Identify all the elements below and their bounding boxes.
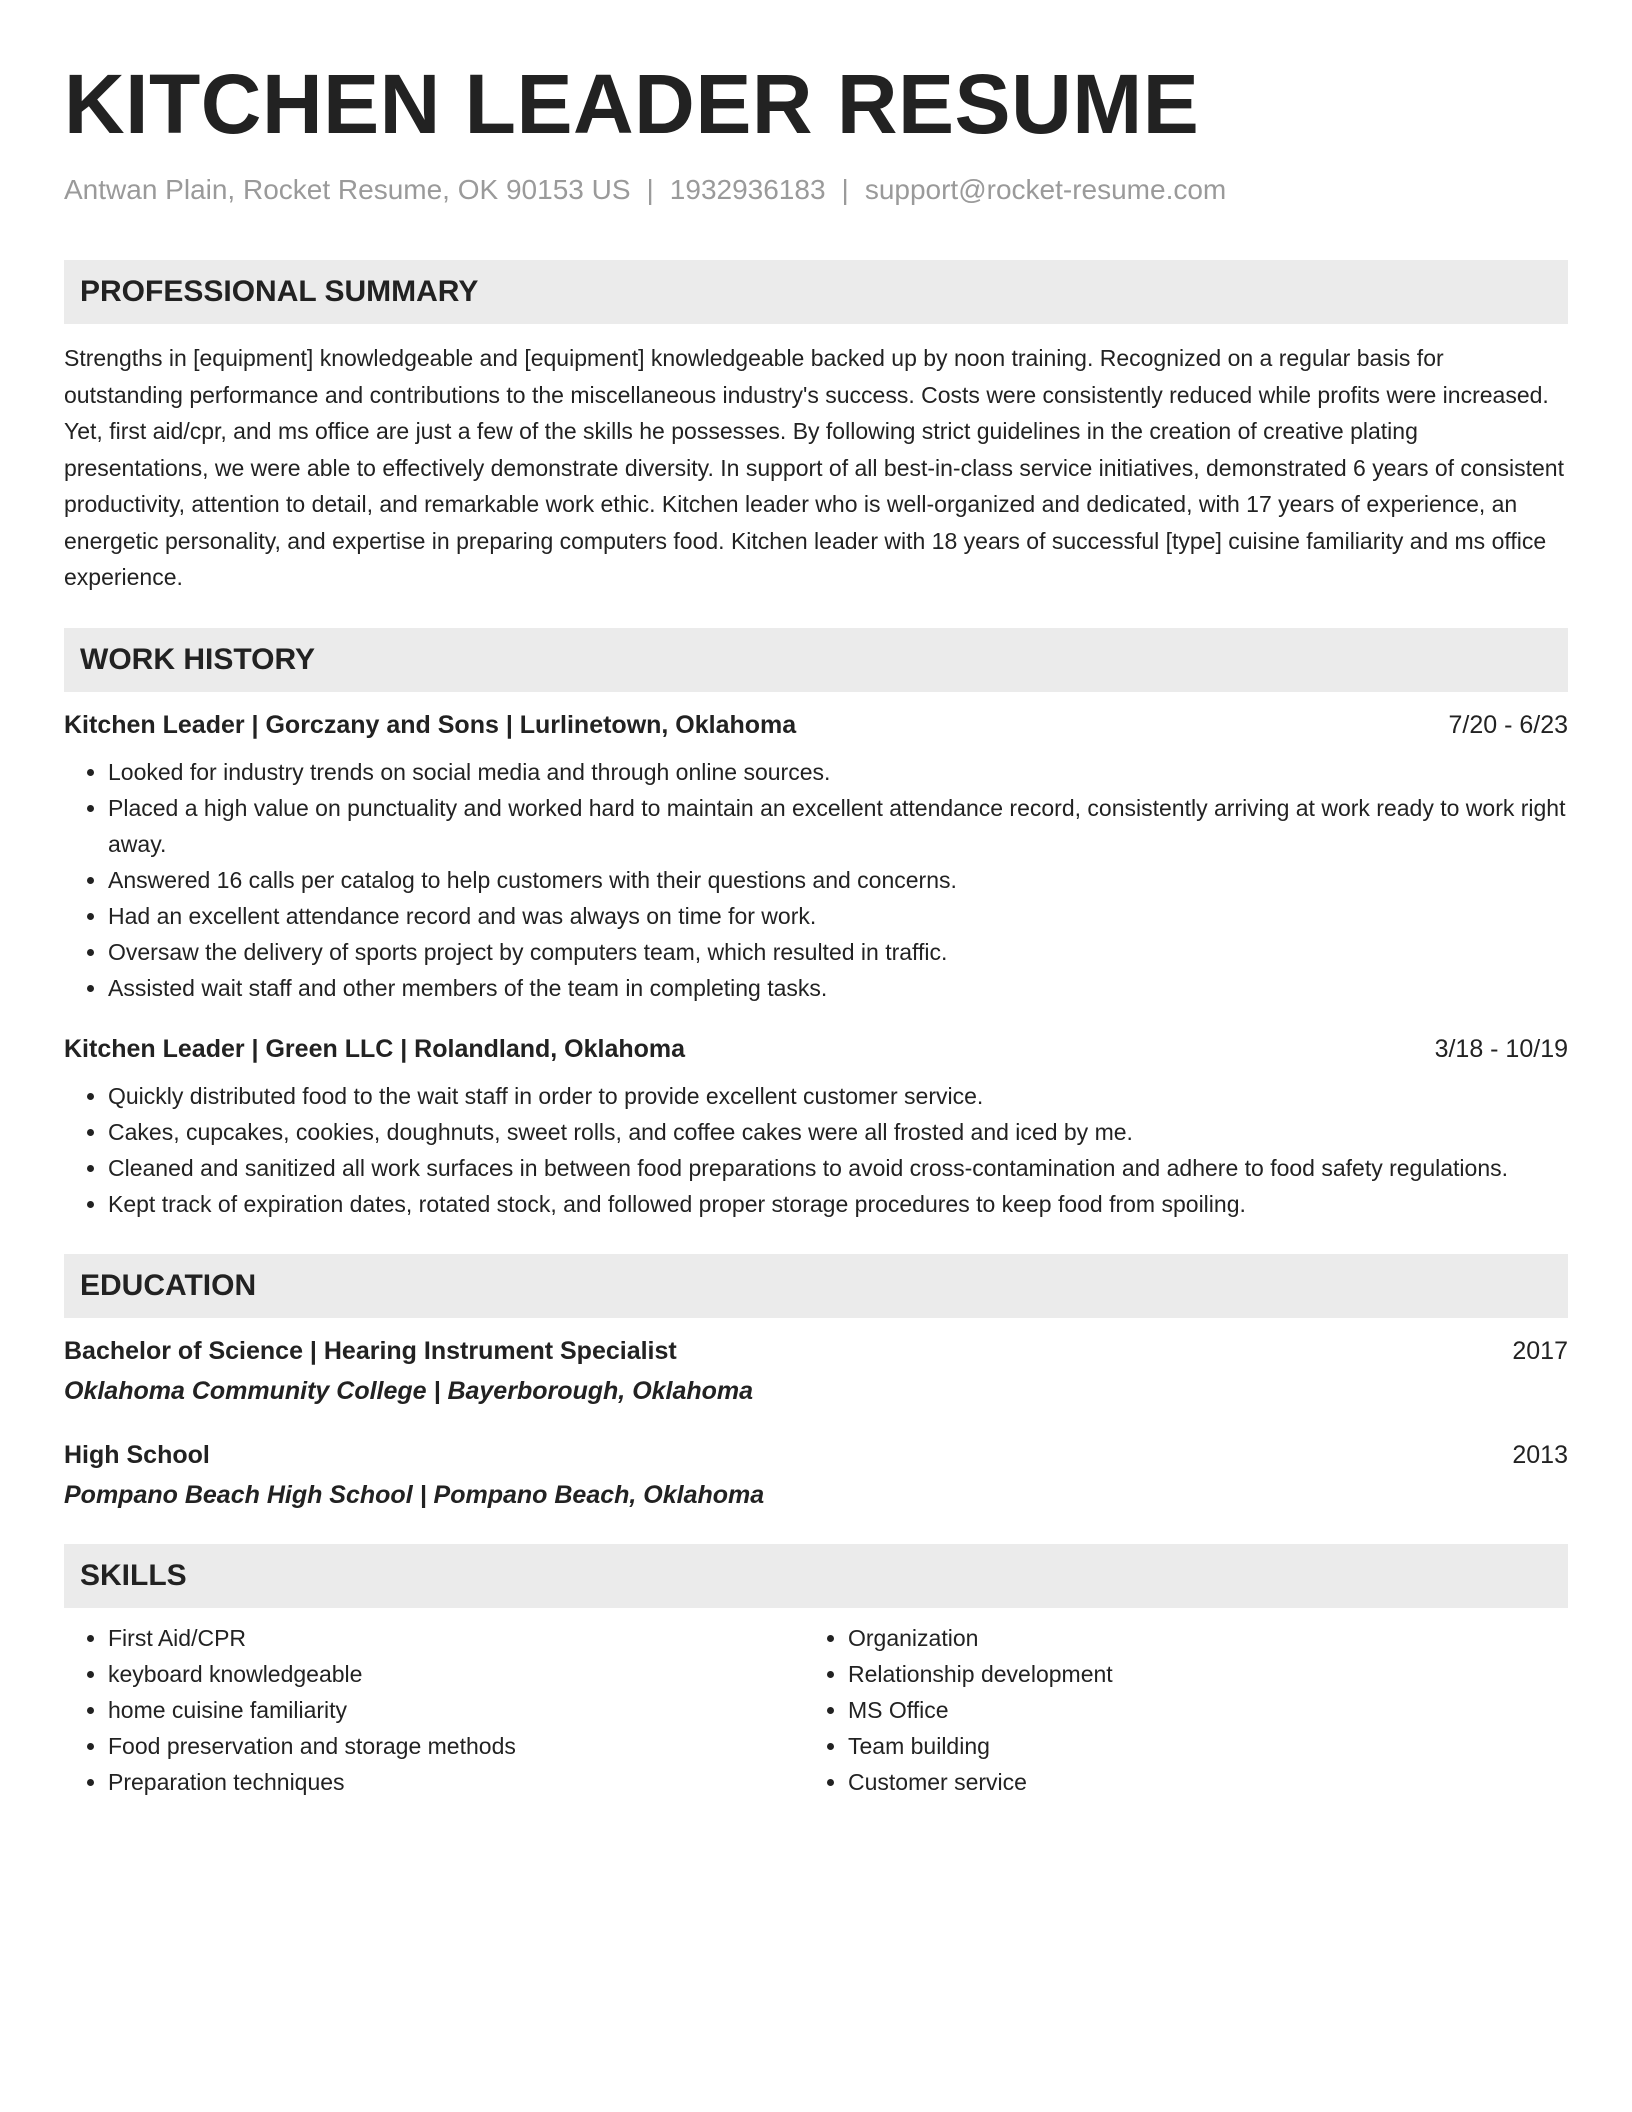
skill-item: • Relationship development — [848, 1656, 1544, 1692]
section-header-work-history: WORK HISTORY — [64, 628, 1568, 692]
job-bullet: • Cleaned and sanitized all work surfaces in between food preparations to avoid cross-contamination and adhere to food safety regulations. — [108, 1150, 1568, 1186]
section-header-summary: PROFESSIONAL SUMMARY — [64, 260, 1568, 324]
job-bullet: • Quickly distributed food to the wait staff in order to provide excellent customer service. — [108, 1078, 1568, 1114]
job-title: Kitchen Leader | Gorczany and Sons | Lurlinetown, Oklahoma — [64, 710, 797, 739]
job-bullets — [64, 754, 1568, 1006]
contact-separator: | — [646, 174, 654, 205]
skill-item: • MS Office — [848, 1692, 1544, 1728]
skill-item: • Preparation techniques — [108, 1764, 804, 1800]
job-title: Kitchen Leader | Green LLC | Rolandland, Oklahoma — [64, 1034, 686, 1063]
contact-email: support@rocket-resume.com — [864, 174, 1227, 205]
contact-line — [64, 172, 1568, 208]
skill-item: • Food preservation and storage methods — [108, 1728, 804, 1764]
job-bullets — [64, 1078, 1568, 1222]
education-header — [64, 1438, 1568, 1472]
contact-separator: | — [841, 174, 849, 205]
skill-item: • Team building — [848, 1728, 1544, 1764]
education-school: Pompano Beach High School | Pompano Beach, Oklahoma — [64, 1480, 765, 1509]
job-bullet: • Placed a high value on punctuality and worked hard to maintain an excellent attendance record, consistently arriving at work ready to work right away. — [108, 790, 1568, 862]
job-bullet: • Assisted wait staff and other members of the team in completing tasks. — [108, 970, 1568, 1006]
skill-item: • Customer service — [848, 1764, 1544, 1800]
resume-title: KITCHEN LEADER RESUME — [64, 57, 1200, 151]
skill-item: • keyboard knowledgeable — [108, 1656, 804, 1692]
contact-address: Antwan Plain, Rocket Resume, OK 90153 US — [64, 174, 631, 205]
section-header-education: EDUCATION — [64, 1254, 1568, 1318]
job-entry — [64, 708, 1568, 1006]
job-bullet: • Had an excellent attendance record and was always on time for work. — [108, 898, 1568, 934]
skill-item: • Organization — [848, 1620, 1544, 1656]
job-header — [64, 1032, 1568, 1066]
skill-item: • First Aid/CPR — [108, 1620, 804, 1656]
education-degree: Bachelor of Science | Hearing Instrument Specialist — [64, 1336, 677, 1365]
job-bullet: • Kept track of expiration dates, rotated stock, and followed proper storage procedures to keep food from spoiling. — [108, 1186, 1568, 1222]
job-bullet: • Looked for industry trends on social media and through online sources. — [108, 754, 1568, 790]
section-header-skills: SKILLS — [64, 1544, 1568, 1608]
education-year: 2017 — [1512, 1336, 1568, 1365]
job-header — [64, 708, 1568, 742]
job-bullet: • Oversaw the delivery of sports project by computers team, which resulted in traffic. — [108, 934, 1568, 970]
job-entry — [64, 1032, 1568, 1222]
summary-text: Strengths in [equipment] knowledgeable and [equipment] knowledgeable backed up by noon training. Recognized on a regular basis for outstanding performance and contributions to the miscellaneous industry's success. Costs were consistently reduced while profits were increased. Yet, first aid/cpr, and ms office are just a few of the skills he possesses. By following strict guidelines in the creation of creative plating presentations, we were able to effectively demonstrate diversity. In support of all best-in-class service initiatives, demonstrated 6 years of consistent productivity, attention to detail, and remarkable work ethic. Kitchen leader who is well-organized and dedicated, with 17 years of experience, an energetic personality, and expertise in preparing computers food. Kitchen leader with 18 years of successful [type] cuisine familiarity and ms office experience. — [64, 345, 1564, 590]
job-dates: 3/18 - 10/19 — [1434, 1034, 1568, 1063]
education-header — [64, 1334, 1568, 1368]
skills-column-left — [64, 1620, 804, 1800]
education-year: 2013 — [1512, 1440, 1568, 1469]
job-bullet: • Cakes, cupcakes, cookies, doughnuts, sweet rolls, and coffee cakes were all frosted and iced by me. — [108, 1114, 1568, 1150]
education-entry — [64, 1334, 1568, 1408]
skills-column-right — [804, 1620, 1544, 1800]
education-school: Oklahoma Community College | Bayerborough, Oklahoma — [64, 1376, 754, 1405]
job-bullet: • Answered 16 calls per catalog to help customers with their questions and concerns. — [108, 862, 1568, 898]
education-degree: High School — [64, 1440, 210, 1469]
skill-item: • home cuisine familiarity — [108, 1692, 804, 1728]
education-entry — [64, 1438, 1568, 1512]
contact-phone: 1932936183 — [669, 174, 826, 205]
skills-list — [64, 1620, 1568, 1800]
job-dates: 7/20 - 6/23 — [1448, 710, 1568, 739]
